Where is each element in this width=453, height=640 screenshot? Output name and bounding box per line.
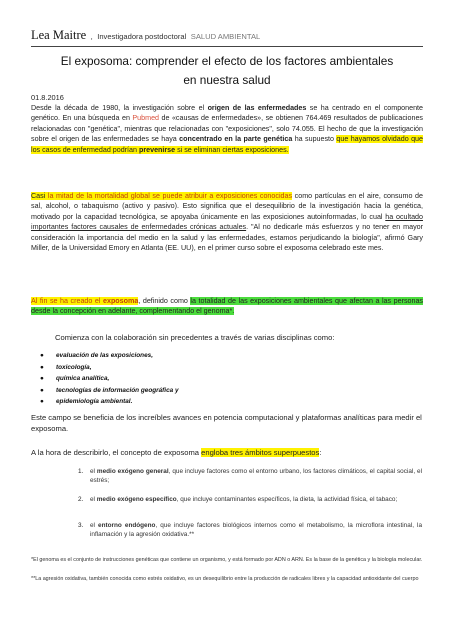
p1-text: se ha centrado en el componente genético. En una búsqueda en — [31, 104, 424, 123]
paragraph-domains-intro — [31, 448, 321, 457]
item-bold: medio exógeno específico — [96, 496, 177, 503]
p1-highlight-bold: prevenirse — [138, 145, 176, 154]
author-role: Investigadora postdoctoral — [97, 32, 187, 41]
p3-text: , definido como — [138, 297, 191, 305]
header-divider — [31, 46, 423, 47]
p1-text: ha supuesto — [292, 135, 337, 144]
p2-highlight-mortality: la mitad de la mortalidad global se puede atribuir a exposiciones conocidas — [47, 192, 293, 200]
item-number: 2. — [78, 496, 84, 503]
item-number: 3. — [78, 522, 84, 529]
list-item-text: toxicología, — [56, 363, 92, 371]
disciplines-intro: Comienza con la colaboración sin precedentes a través de varias disciplinas como: — [55, 333, 335, 342]
bullet-icon: ● — [40, 398, 44, 406]
item-text: , que incluye contaminantes específicos, la dieta, la actividad física, el tabaco; — [176, 496, 398, 503]
page-title-line-2: en nuestra salud — [183, 73, 271, 87]
footnote-oxidative: **La agresión oxidativa, también conocida como estrés oxidativo, es un desequilibrio entre la producción de radicales libres y la capacidad antioxidante del cuerpo — [31, 576, 419, 582]
p1-bold-origin: origen de las enfermedades — [207, 104, 307, 112]
author-department: SALUD AMBIENTAL — [190, 32, 261, 41]
list-item — [40, 350, 179, 362]
item-text: el — [90, 522, 99, 529]
list-item-text: evaluación de las exposiciones, — [56, 352, 153, 359]
list-item — [40, 373, 179, 385]
item-text: , que incluye factores como el entorno urbano, los factores climáticos, el capital social, el estrés; — [90, 468, 422, 485]
pubmed-link[interactable]: Pubmed — [132, 114, 160, 123]
p2-highlight: Casi — [31, 192, 48, 200]
list-item-text: epidemiología ambiental. — [56, 398, 133, 406]
item-text: el — [90, 468, 97, 475]
item-text: el — [90, 496, 97, 503]
publication-date: 01.8.2016 — [31, 93, 64, 102]
author-name: Lea Maitre — [31, 28, 87, 42]
p2-underlined: ha ocultado importantes factores causales de enfermedades crónicas actuales — [31, 212, 423, 232]
domain-item — [78, 467, 422, 486]
p5-text: A la hora de describirlo, el concepto de exposoma — [31, 448, 202, 457]
bullet-icon: ● — [40, 386, 44, 394]
p5-highlight: engloba tres ámbitos superpuestos — [201, 448, 320, 457]
p5-text: : — [319, 448, 322, 457]
page-title-line-1: El exposoma: comprender el efecto de los factores ambientales — [60, 54, 394, 68]
bullet-icon: ● — [40, 352, 44, 359]
footnote-genome: *El genoma es el conjunto de instrucciones genéticas que contiene un organismo, y está formado por ADN o ARN. Es la base de la genética y la biología molecular. — [31, 557, 423, 563]
list-item-text: química analítica, — [56, 375, 110, 383]
list-item — [40, 362, 179, 374]
p3-green-highlight: la totalidad de las exposiciones ambientales que afectan a las personas desde la concepción en adelante, complementando el genoma*. — [31, 297, 424, 316]
header-separator: , — [90, 32, 93, 41]
domain-item — [78, 495, 422, 504]
p1-text: Desde la década de 1980, la investigación sobre el — [31, 104, 208, 112]
p1-text: de «causas de enfermedades», se obtienen 764.469 resultados de publicaciones relacionadas con "genética", mientras que relacionadas con "exposiciones", solo 74.055. El hecho de que la investigación sobre el origen de las enfermedades se haya — [31, 114, 423, 144]
list-item — [40, 396, 179, 408]
p3-highlight: Al fin se ha creado el — [31, 297, 103, 305]
disciplines-list — [40, 350, 179, 408]
list-item-text: tecnologías de información geográfica y — [56, 386, 179, 394]
p1-highlight: que hayamos olvidado que los casos de enfermedad podrían — [31, 135, 423, 154]
paragraph-intro — [31, 103, 423, 155]
p2-text: . "Al no dedicarle más esfuerzos y no tener en mayor consideración la importancia del medio en la salud y las enfermedades, estamos perjudicando la biología", afirmó Gary Miller, de la Universidad Emory en Atlanta (EE. UU), en el primer curso sobre el exposoma celebrado este mes. — [31, 223, 423, 253]
paragraph-computational: Este campo se beneficia de los increíbles avances en potencia computacional y plataformas analíticas para medir el exposoma. — [31, 413, 422, 433]
p3-highlight-exposoma: exposoma — [103, 297, 139, 305]
paragraph-exposome-definition — [31, 296, 423, 317]
list-item — [40, 385, 179, 397]
domain-item — [78, 521, 423, 540]
author-header — [31, 26, 260, 44]
p1-highlight: si se eliminan ciertas exposiciones. — [175, 145, 289, 154]
bullet-icon: ● — [40, 375, 44, 383]
p2-text: como partículas en el aire, consumo de sal, alcohol, o tabaquismo (activo y pasivo). Esto significa que el desequilibrio de la investigación hacia la genética, motivado por la capacidad tecnológica, se apoyaba únicamente en las exposiciones autoinformadas, lo cual — [31, 192, 423, 221]
p1-bold-genetic: concentrado en la parte genética — [179, 135, 293, 144]
paragraph-mortality — [31, 191, 423, 254]
item-number: 1. — [78, 468, 84, 475]
item-bold: medio exógeno general — [96, 468, 169, 475]
item-bold: entorno endógeno — [98, 522, 156, 529]
item-text: , que incluye factores biológicos internos como el metabolismo, la microflora intestinal, la inflamación y la agresión oxidativa.** — [90, 522, 423, 539]
bullet-icon: ● — [40, 363, 44, 371]
